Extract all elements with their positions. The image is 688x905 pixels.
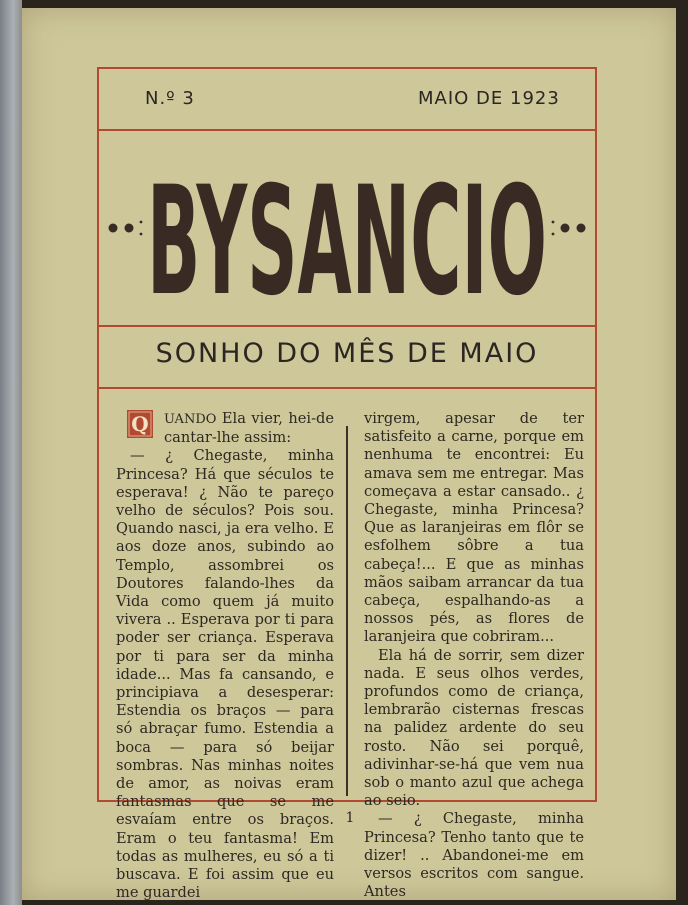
left-column bbox=[116, 410, 334, 902]
masthead-divider bbox=[97, 325, 597, 327]
page-number: 1 bbox=[345, 810, 355, 826]
opening-line bbox=[164, 410, 334, 447]
masthead-lettering bbox=[105, 140, 589, 310]
issue-number: N.º 3 bbox=[145, 88, 195, 109]
title-divider bbox=[97, 387, 597, 389]
binding-edge bbox=[0, 0, 22, 905]
issue-date: MAIO DE 1923 bbox=[418, 88, 560, 109]
right-paragraph: virgem, apesar de ter satisfeito a carne, porque em nenhuma te encontrei: Eu amava sem me entregar. Mas começava a estar cansado.. ¿ Chegaste, minha Princesa? Que as laranjeiras em flôr se esfolhem sôbre a tua cabeça!... E que as minhas mãos saibam arrancar da tua cabeça, espalhando-as a nossos pés, as flores de laranjeira que cobriram... bbox=[364, 410, 584, 646]
drop-cap-letter: Q bbox=[131, 412, 149, 436]
right-column bbox=[364, 410, 584, 901]
right-paragraph: — ¿ Chegaste, minha Princesa? Tenho tanto que te dizer! .. Abandonei-me em versos escritos com sangue. Antes bbox=[364, 810, 584, 901]
masthead bbox=[105, 140, 589, 310]
opening-smallcaps: UANDO bbox=[164, 412, 217, 427]
poem-title: SONHO DO MÊS DE MAIO bbox=[155, 338, 539, 369]
left-paragraph: — ¿ Chegaste, minha Princesa? Há que séculos te esperava! ¿ Não te pareço velho de séculos? Pois sou. Quando nasci, ja era velho. E aos doze anos, subindo ao Templo, assombrei os Doutores falando-lhes da Vida como quem já muito vivera .. Esperava por ti para poder ser criança. Esperava por ti para ser da minha idade... Mas fa cansando, e principiava a desesperar: Estendia os braços — para só abraçar fumo. Estendia a boca — para só beijar sombras. Nas minhas noites de amor, as noivas eram fantasmas que se me esvaíam entre os braços. Eram o teu fantasma! Em todas as mulheres, eu só a ti buscava. E foi assim que eu me guardei bbox=[116, 447, 334, 902]
column-divider bbox=[346, 426, 348, 796]
masthead-title: BYSANCIO bbox=[147, 155, 547, 310]
opening-text: Ela vier, hei-de cantar-lhe assim: bbox=[164, 410, 334, 447]
header-divider bbox=[97, 129, 597, 131]
right-paragraph: Ela há de sorrir, sem dizer nada. E seus olhos verdes, profundos como de criança, lembrarão cisternas frescas na palidez ardente do seu rosto. Não sei porquê, adivinhar-se-há que vem nua sob o manto azul que achega ao seio. bbox=[364, 646, 584, 810]
